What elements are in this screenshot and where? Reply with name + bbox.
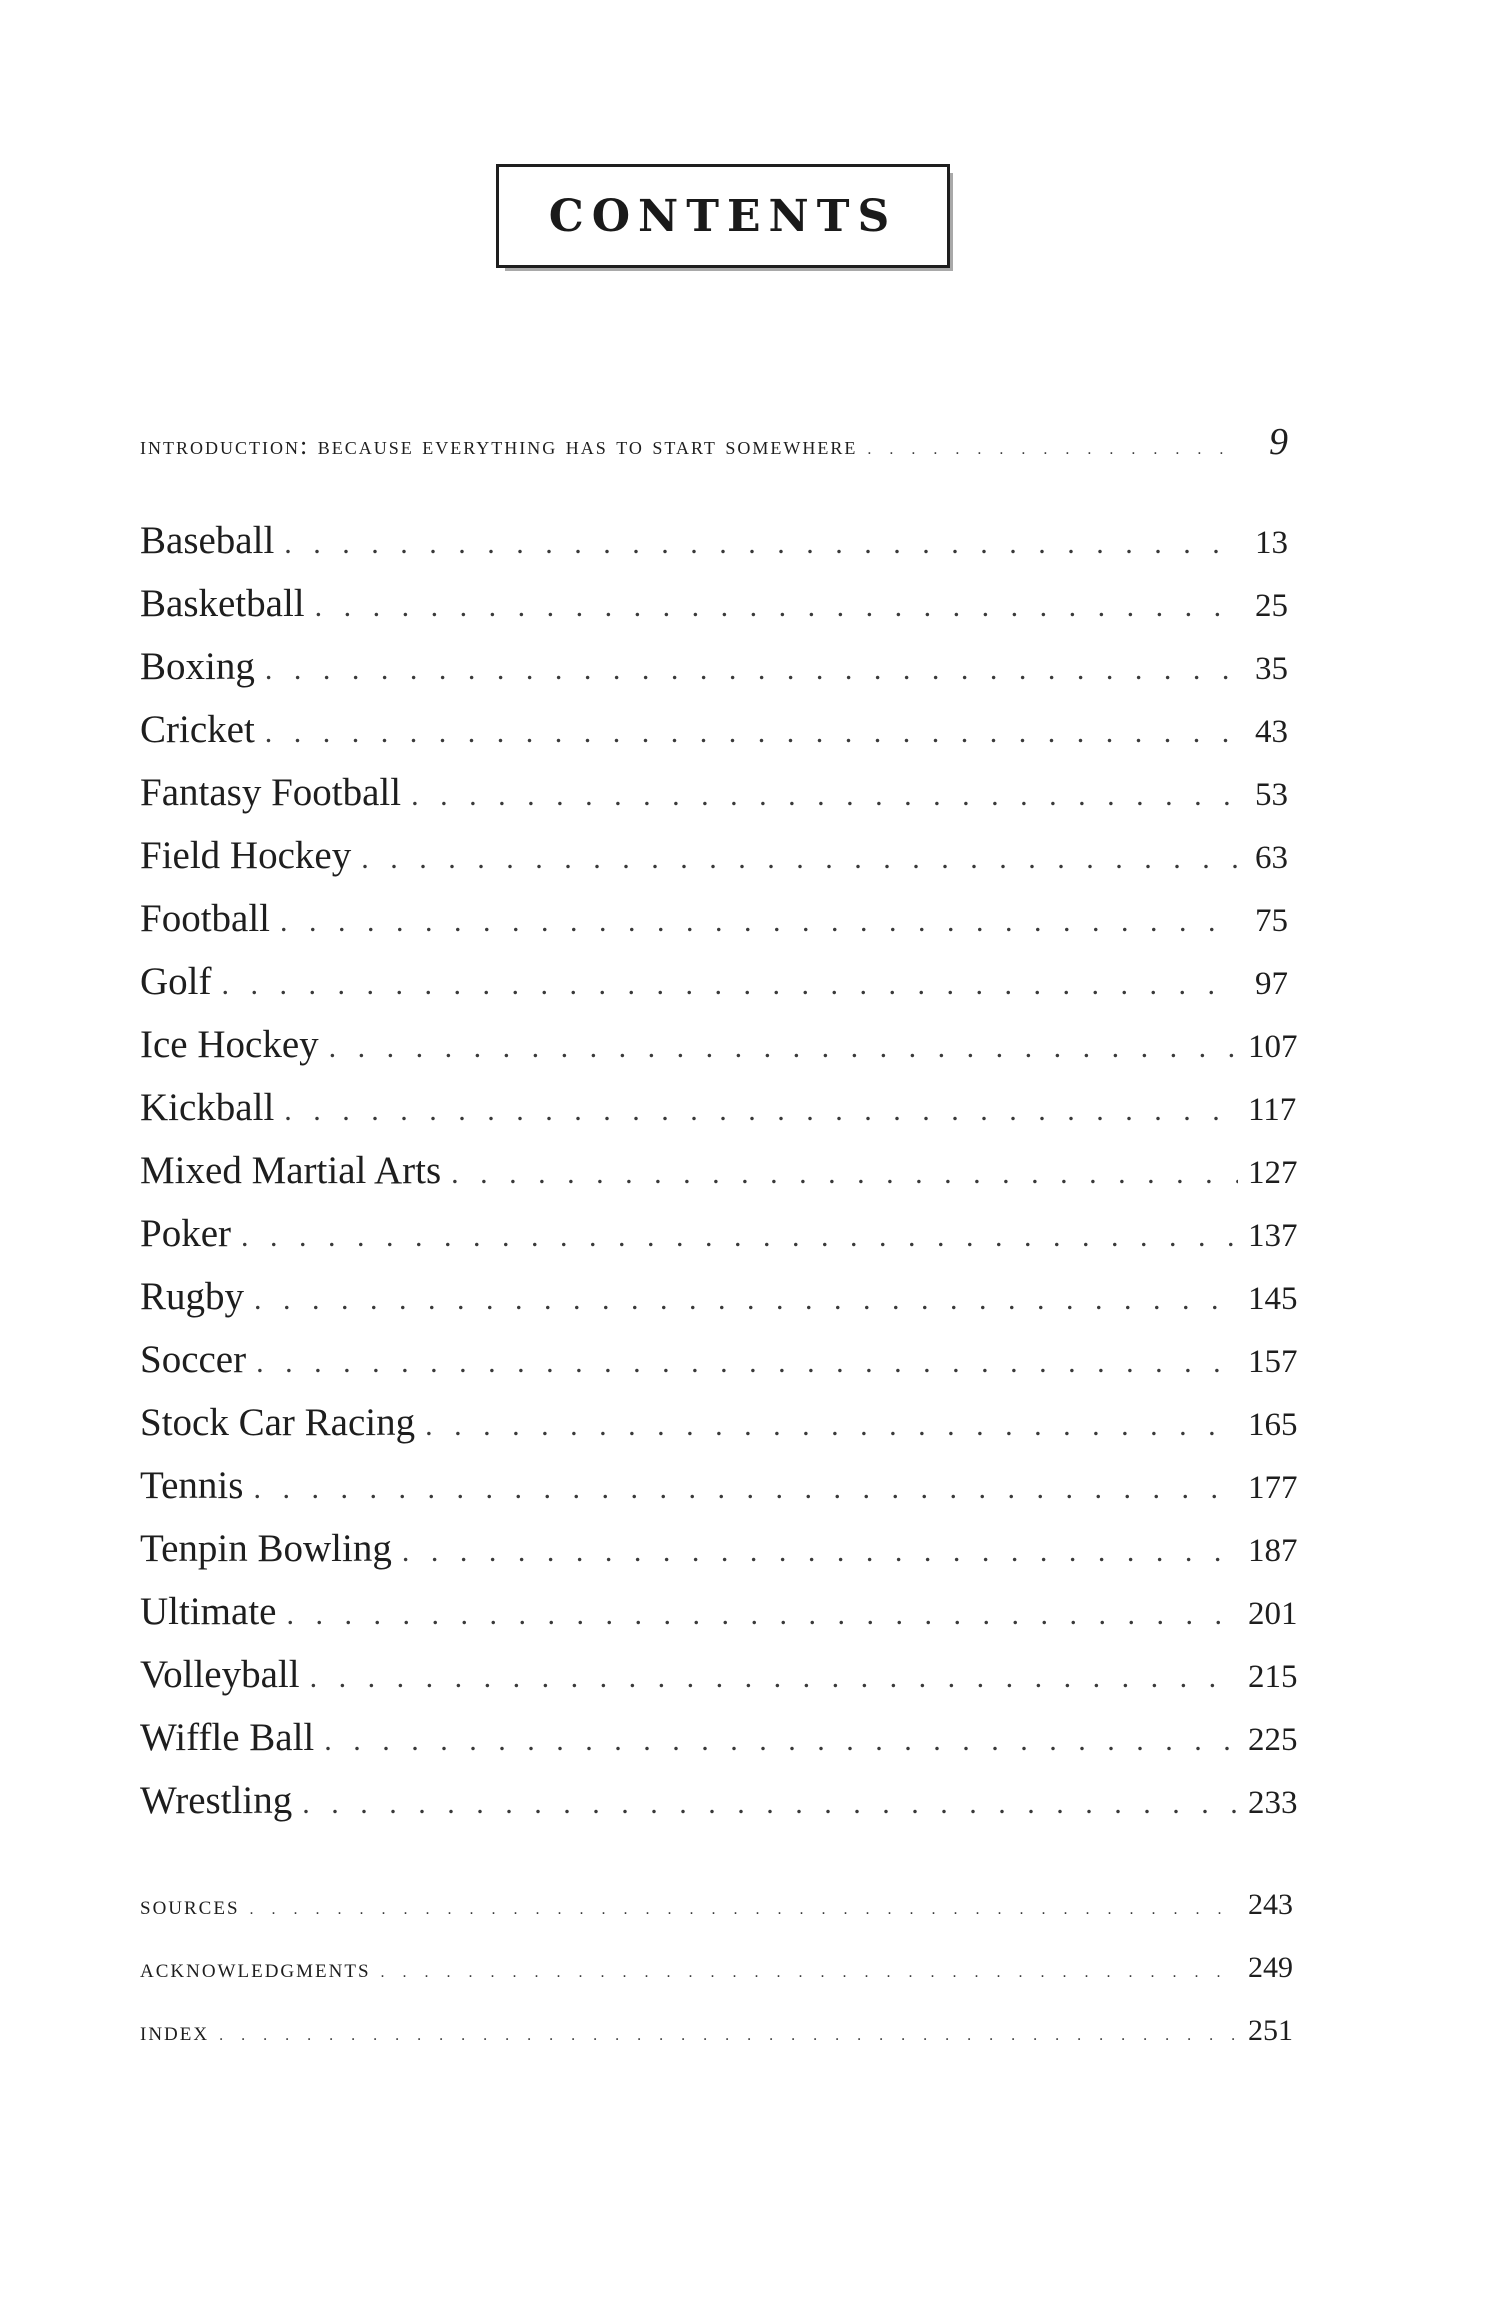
toc-entry-page: 251 xyxy=(1248,2014,1293,2047)
toc-entry-chapter[interactable] xyxy=(140,1652,1298,1697)
toc-entry-page: 233 xyxy=(1248,1785,1298,1821)
dot-leader xyxy=(302,1787,1238,1821)
toc-entry-sources[interactable] xyxy=(140,1888,1293,1922)
dot-leader xyxy=(265,653,1238,687)
toc-entry-chapter[interactable] xyxy=(140,1211,1298,1256)
toc-entry-label: Stock Car Racing xyxy=(140,1401,416,1444)
contents-title-box xyxy=(496,164,950,268)
toc-entry-chapter[interactable] xyxy=(140,518,1288,563)
toc-entry-chapter[interactable] xyxy=(140,1400,1298,1445)
dot-leader xyxy=(381,1964,1238,1982)
toc-entry-page: 187 xyxy=(1248,1533,1298,1569)
toc-entry-chapter[interactable] xyxy=(140,1778,1298,1823)
toc-entry-chapter[interactable] xyxy=(140,707,1288,752)
dot-leader xyxy=(329,1031,1238,1065)
toc-entry-label: Cricket xyxy=(140,708,255,751)
toc-entry-page: 165 xyxy=(1248,1407,1298,1443)
toc-entry-label: Volleyball xyxy=(140,1653,300,1696)
toc-entry-chapter[interactable] xyxy=(140,1337,1298,1382)
dot-leader xyxy=(310,1661,1238,1695)
toc-entry-label: Kickball xyxy=(140,1086,275,1129)
toc-entry-page: 9 xyxy=(1269,421,1288,463)
toc-entry-page: 145 xyxy=(1248,1281,1298,1317)
dot-leader xyxy=(451,1157,1238,1191)
toc-entry-label: Baseball xyxy=(140,519,275,562)
toc-entry-label: Boxing xyxy=(140,645,255,688)
dot-leader xyxy=(284,527,1238,561)
toc-entry-page: 35 xyxy=(1255,651,1288,687)
dot-leader xyxy=(241,1220,1238,1254)
toc-entry-chapter[interactable] xyxy=(140,1589,1298,1634)
toc-entry-label: Golf xyxy=(140,960,212,1003)
toc-entry-chapter[interactable] xyxy=(140,1463,1298,1508)
dot-leader xyxy=(402,1535,1238,1569)
toc-entry-label: Wrestling xyxy=(140,1779,293,1822)
toc-entry-chapter[interactable] xyxy=(140,644,1288,689)
dot-leader xyxy=(265,716,1238,750)
toc-entry-page: 107 xyxy=(1248,1029,1298,1065)
dot-leader xyxy=(253,1472,1238,1506)
page-title: CONTENTS xyxy=(548,190,898,242)
toc-entry-chapter[interactable] xyxy=(140,1526,1298,1571)
toc-entry-page: 25 xyxy=(1255,588,1288,624)
toc-entry-page: 97 xyxy=(1255,966,1288,1002)
toc-entry-page: 43 xyxy=(1255,714,1288,750)
toc-entry-label: Ultimate xyxy=(140,1590,277,1633)
toc-entry-chapter[interactable] xyxy=(140,959,1288,1004)
toc-entry-page: 225 xyxy=(1248,1722,1298,1758)
toc-entry-page: 117 xyxy=(1248,1092,1297,1128)
toc-entry-label: Mixed Martial Arts xyxy=(140,1149,442,1192)
toc-entry-chapter[interactable] xyxy=(140,1085,1297,1130)
toc-entry-label: Tennis xyxy=(140,1464,244,1507)
toc-entry-label: sources xyxy=(140,1890,240,1920)
toc-entry-label: Ice Hockey xyxy=(140,1023,319,1066)
toc-entry-label: Basketball xyxy=(140,582,305,625)
toc-entry-label: index xyxy=(140,2016,210,2046)
toc-entry-acknowledgments[interactable] xyxy=(140,1951,1293,1985)
toc-entry-page: 75 xyxy=(1255,903,1288,939)
toc-entry-page: 243 xyxy=(1248,1888,1293,1921)
dot-leader xyxy=(256,1346,1238,1380)
toc-entry-page: 201 xyxy=(1248,1596,1298,1632)
dot-leader xyxy=(867,441,1238,459)
toc-entry-label: Fantasy Football xyxy=(140,771,402,814)
dot-leader xyxy=(361,842,1238,876)
toc-entry-index[interactable] xyxy=(140,2014,1293,2048)
dot-leader xyxy=(222,968,1239,1002)
toc-entry-chapter[interactable] xyxy=(140,833,1288,878)
toc-entry-page: 127 xyxy=(1248,1155,1298,1191)
toc-entry-label: Rugby xyxy=(140,1275,245,1318)
dot-leader xyxy=(250,1901,1238,1919)
toc-entry-label: Tenpin Bowling xyxy=(140,1527,392,1570)
toc-entry-label: Wiffle Ball xyxy=(140,1716,315,1759)
dot-leader xyxy=(411,779,1238,813)
toc-entry-chapter[interactable] xyxy=(140,770,1288,815)
toc-entry-page: 249 xyxy=(1248,1951,1293,1984)
dot-leader xyxy=(254,1283,1238,1317)
toc-entry-chapter[interactable] xyxy=(140,581,1288,626)
toc-entry-page: 13 xyxy=(1255,525,1288,561)
dot-leader xyxy=(280,905,1238,939)
toc-entry-label: acknowledgments xyxy=(140,1953,371,1983)
toc-entry-page: 53 xyxy=(1255,777,1288,813)
dot-leader xyxy=(286,1598,1238,1632)
dot-leader xyxy=(284,1094,1238,1128)
toc-entry-chapter[interactable] xyxy=(140,1148,1298,1193)
toc-entry-label: Football xyxy=(140,897,271,940)
toc-entry-page: 177 xyxy=(1248,1470,1298,1506)
toc-entry-introduction[interactable] xyxy=(140,420,1288,464)
toc-entry-chapter[interactable] xyxy=(140,1022,1298,1067)
toc-entry-chapter[interactable] xyxy=(140,1274,1298,1319)
toc-entry-label: Field Hockey xyxy=(140,834,352,877)
toc-entry-label: Soccer xyxy=(140,1338,247,1381)
dot-leader xyxy=(324,1724,1238,1758)
dot-leader xyxy=(425,1409,1238,1443)
toc-entry-page: 137 xyxy=(1248,1218,1298,1254)
dot-leader xyxy=(219,2027,1238,2045)
toc-entry-chapter[interactable] xyxy=(140,1715,1298,1760)
toc-entry-label: introduction: because everything has to start somewhere xyxy=(140,431,858,460)
toc-entry-page: 157 xyxy=(1248,1344,1298,1380)
toc-entry-chapter[interactable] xyxy=(140,896,1288,941)
dot-leader xyxy=(315,590,1238,624)
toc-entry-page: 63 xyxy=(1255,840,1288,876)
toc-entry-page: 215 xyxy=(1248,1659,1298,1695)
toc-entry-label: Poker xyxy=(140,1212,231,1255)
